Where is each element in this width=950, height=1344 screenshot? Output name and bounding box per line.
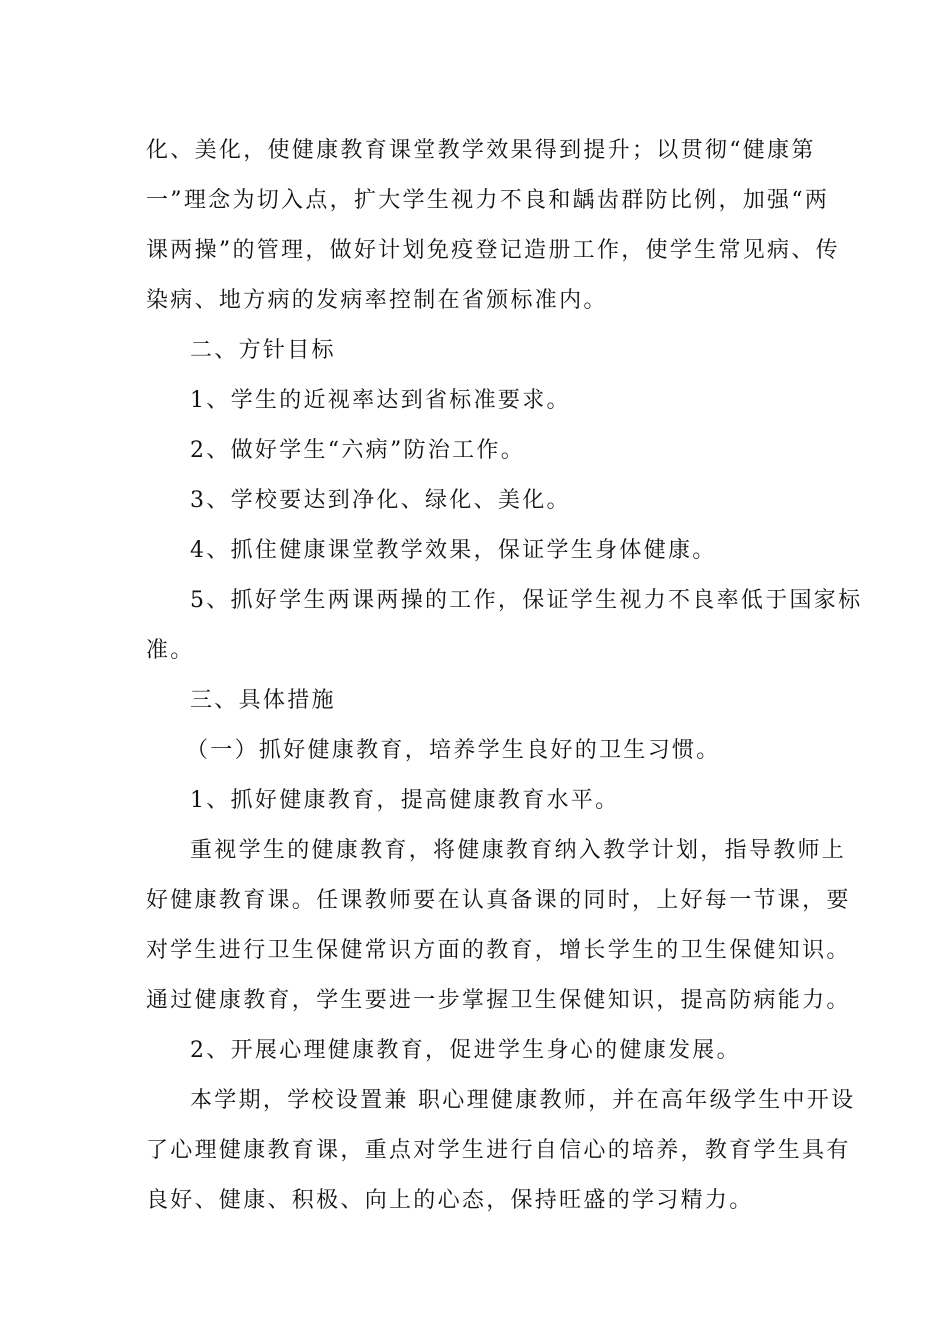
paragraph-line: 染病、地方病的发病率控制在省颁标准内。 xyxy=(146,288,608,313)
list-item: 3、学校要达到净化、绿化、美化。 xyxy=(190,488,571,513)
list-item: 1、抓好健康教育，提高健康教育水平。 xyxy=(190,788,620,813)
paragraph-line: 准。 xyxy=(146,638,195,663)
paragraph-line: 通过健康教育，学生要进一步掌握卫生保健知识，提高防病能力。 xyxy=(146,988,851,1013)
list-item: 2、做好学生“六病”防治工作。 xyxy=(190,438,525,463)
list-item: 2、开展心理健康教育，促进学生身心的健康发展。 xyxy=(190,1038,741,1063)
paragraph-line: 一”理念为切入点，扩大学生视力不良和龋齿群防比例，加强“两 xyxy=(146,188,830,213)
paragraph-line: 良好、健康、积极、向上的心态，保持旺盛的学习精力。 xyxy=(146,1188,754,1213)
paragraph-line: 本学期，学校设置兼 职心理健康教师，并在高年级学生中开设 xyxy=(190,1088,856,1113)
list-item: 5、抓好学生两课两操的工作，保证学生视力不良率低于国家标 xyxy=(190,588,863,613)
document-body xyxy=(146,126,863,1226)
paragraph-line: 课两操”的管理，做好计划免疫登记造册工作，使学生常见病、传 xyxy=(146,238,840,263)
paragraph-line: 了心理健康教育课，重点对学生进行自信心的培养，教育学生具有 xyxy=(146,1138,851,1163)
paragraph-line: 化、美化，使健康教育课堂教学效果得到提升；以贯彻“健康第 xyxy=(146,138,816,163)
list-item: 4、抓住健康课堂教学效果，保证学生身体健康。 xyxy=(190,538,717,563)
paragraph-line: 重视学生的健康教育，将健康教育纳入教学计划，指导教师上 xyxy=(190,838,847,863)
paragraph-line: 对学生进行卫生保健常识方面的教育，增长学生的卫生保健知识。 xyxy=(146,938,851,963)
section-heading: 三、具体措施 xyxy=(190,688,336,713)
section-heading: 二、方针目标 xyxy=(190,338,336,363)
list-item: 1、学生的近视率达到省标准要求。 xyxy=(190,388,571,413)
subsection-heading: （一）抓好健康教育，培养学生良好的卫生习惯。 xyxy=(186,738,721,763)
paragraph-line: 好健康教育课。任课教师要在认真备课的同时，上好每一节课，要 xyxy=(146,888,851,913)
